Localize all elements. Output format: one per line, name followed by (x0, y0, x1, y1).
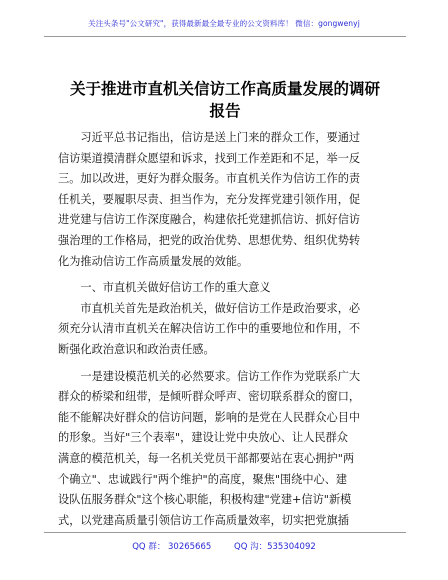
body-text-line: 设队伍服务群众"这个核心职能，积极构建"党建+信访"新模 (58, 493, 352, 507)
title-line-1: 关于推进市直机关信访工作高质量发展的调研 (69, 79, 380, 98)
body-text-line: 化为推动信访工作高质量发展的效能。 (58, 254, 249, 268)
body-text-line: 满意的模范机关，每一名机关党员干部都要站在衷心拥护"两 (58, 451, 355, 465)
body-text-line: 式，以党建高质量引领信访工作高质量效率，切实把党旗插 (58, 513, 349, 527)
footer-qq-group-2: QQ 沟：535304092 (234, 542, 316, 552)
body-text-line: 个确立"、忠诚践行"两个维护"的高度，聚焦"围绕中心、建 (58, 472, 348, 486)
footer-divider (44, 532, 406, 533)
body-text-line: 任机关，要履职尽责、担当作为，充分发挥党建引领作用，促 (58, 192, 361, 206)
body-text-line: 强治理的工作格局，把党的政治优势、思想优势、组织优势转 (58, 233, 361, 247)
body-text-line: 一是建设模范机关的必然要求。信访工作作为党联系广大 (58, 369, 361, 383)
body-text-line: 群众的桥梁和纽带，是倾听群众呼声、密切联系群众的窗口， (58, 390, 361, 404)
title-line-2: 报告 (209, 101, 241, 120)
body-text-line: 进党建与信访工作深度融合，构建依托党建抓信访、抓好信访 (58, 213, 361, 227)
footer-qq-group-1: QQ 群： 30265665 (132, 542, 212, 552)
body-text-line: 断强化政治意识和政治责任感。 (58, 342, 215, 356)
page-header-banner: 关注头条号"公文研究"，获得最新最全最专业的公文资料库！ 微信：gongwenyj (88, 19, 360, 28)
body-text-line: 信访渠道摸清群众愿望和诉求，找到工作差距和不足，举一反 (58, 151, 361, 165)
document-body (58, 128, 390, 531)
body-text-line: 能不能解决好群众的信访问题，影响的是党在人民群众心目中 (58, 410, 361, 424)
document-title (60, 78, 390, 122)
body-text-line: 一、市直机关做好信访工作的重大意义 (58, 281, 271, 295)
page-footer (0, 540, 448, 552)
body-text-line: 的形象。当好"三个表率"，建设让党中央放心、让人民群众 (58, 431, 348, 445)
body-text-line: 市直机关首先是政治机关，做好信访工作是政治要求，必 (58, 301, 361, 315)
body-text-line: 习近平总书记指出，信访是送上门来的群众工作，要通过 (58, 131, 361, 144)
body-text-line: 三。加以改进，更好为群众服务。市直机关作为信访工作的责 (58, 172, 361, 186)
header-divider (44, 36, 406, 37)
body-text-line: 须充分认清市直机关在解决信访工作中的重要地位和作用，不 (58, 322, 361, 336)
